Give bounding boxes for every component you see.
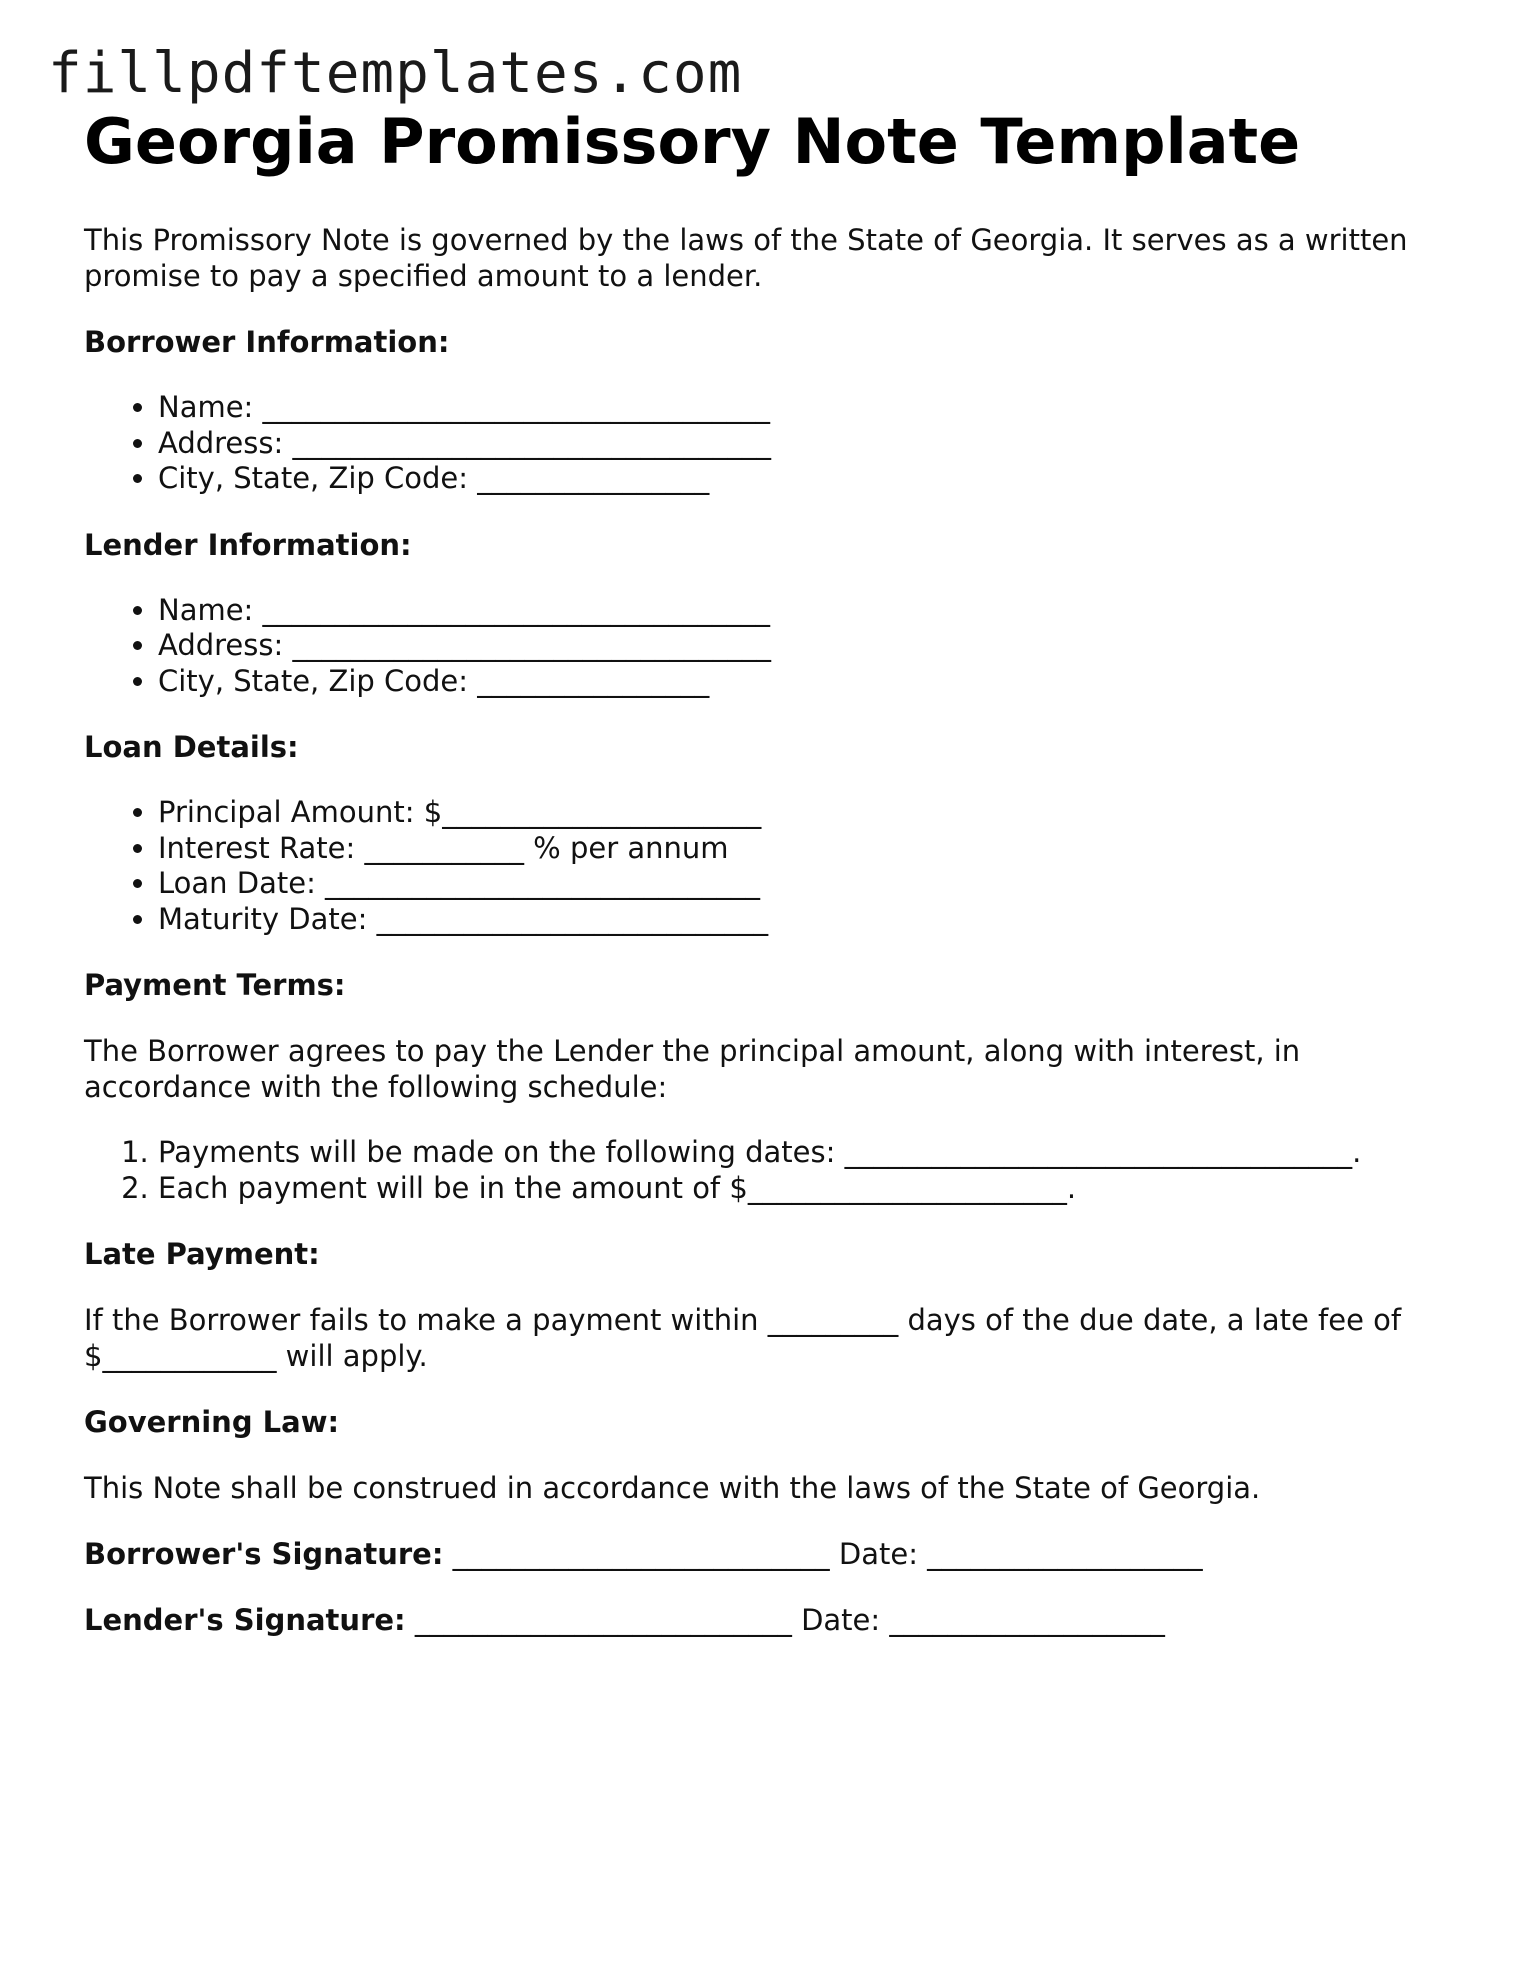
loan-date-field: • Loan Date: ______________________________ (158, 866, 1444, 902)
maturity-date-field: • Maturity Date: ___________________________ (158, 902, 1444, 938)
borrower-signature-label: Borrower's Signature: (84, 1537, 444, 1571)
payment-dates-field: 1. Payments will be made on the following dates: ___________________________________. (158, 1135, 1444, 1171)
borrower-address-field: • Address: _________________________________ (158, 426, 1444, 462)
governing-law-paragraph: This Note shall be construed in accordance with the laws of the State of Georgia. (84, 1471, 1261, 1505)
document-body (84, 104, 1444, 1668)
borrower-signature-line (84, 1536, 1444, 1572)
site-watermark: fillpdftemplates.com (48, 41, 743, 106)
payment-paragraph: The Borrower agrees to pay the Lender the principal amount, along with interest, in accordance with the following schedule: (84, 1034, 1301, 1104)
document-title: Georgia Promissory Note Template (84, 105, 1301, 178)
borrower-signature-blank: __________________________ Date: ___________________ (443, 1537, 1203, 1571)
interest-rate-field: • Interest Rate: ___________ % per annum (158, 831, 1444, 867)
late-payment-paragraph: If the Borrower fails to make a payment within _________ days of the due date, a late fee of $____________ will apply. (84, 1303, 1402, 1373)
lender-signature-label: Lender's Signature: (84, 1603, 406, 1637)
lender-signature-blank: __________________________ Date: ___________________ (405, 1603, 1165, 1637)
borrower-heading: Borrower Information: (84, 325, 450, 359)
borrower-city-field: • City, State, Zip Code: ________________ (158, 461, 1444, 497)
lender-address-field: • Address: _________________________________ (158, 628, 1444, 664)
lender-city-field: • City, State, Zip Code: ________________ (158, 664, 1444, 700)
payment-heading: Payment Terms: (84, 968, 346, 1002)
late-payment-heading: Late Payment: (84, 1237, 320, 1271)
principal-amount-field: • Principal Amount: $______________________ (158, 795, 1444, 831)
borrower-name-field: • Name: ___________________________________ (158, 390, 1444, 426)
lender-signature-line (84, 1602, 1444, 1638)
lender-list (84, 593, 1444, 700)
loan-heading: Loan Details: (84, 730, 299, 764)
loan-list (84, 795, 1444, 937)
intro-paragraph: This Promissory Note is governed by the laws of the State of Georgia. It serves as a written promise to pay a specified amount to a lender. (84, 223, 1408, 293)
governing-law-heading: Governing Law: (84, 1405, 340, 1439)
lender-name-field: • Name: ___________________________________ (158, 593, 1444, 629)
payment-amount-field: 2. Each payment will be in the amount of $______________________. (158, 1171, 1444, 1207)
payment-schedule-list (84, 1135, 1444, 1206)
borrower-list (84, 390, 1444, 497)
lender-heading: Lender Information: (84, 527, 412, 562)
